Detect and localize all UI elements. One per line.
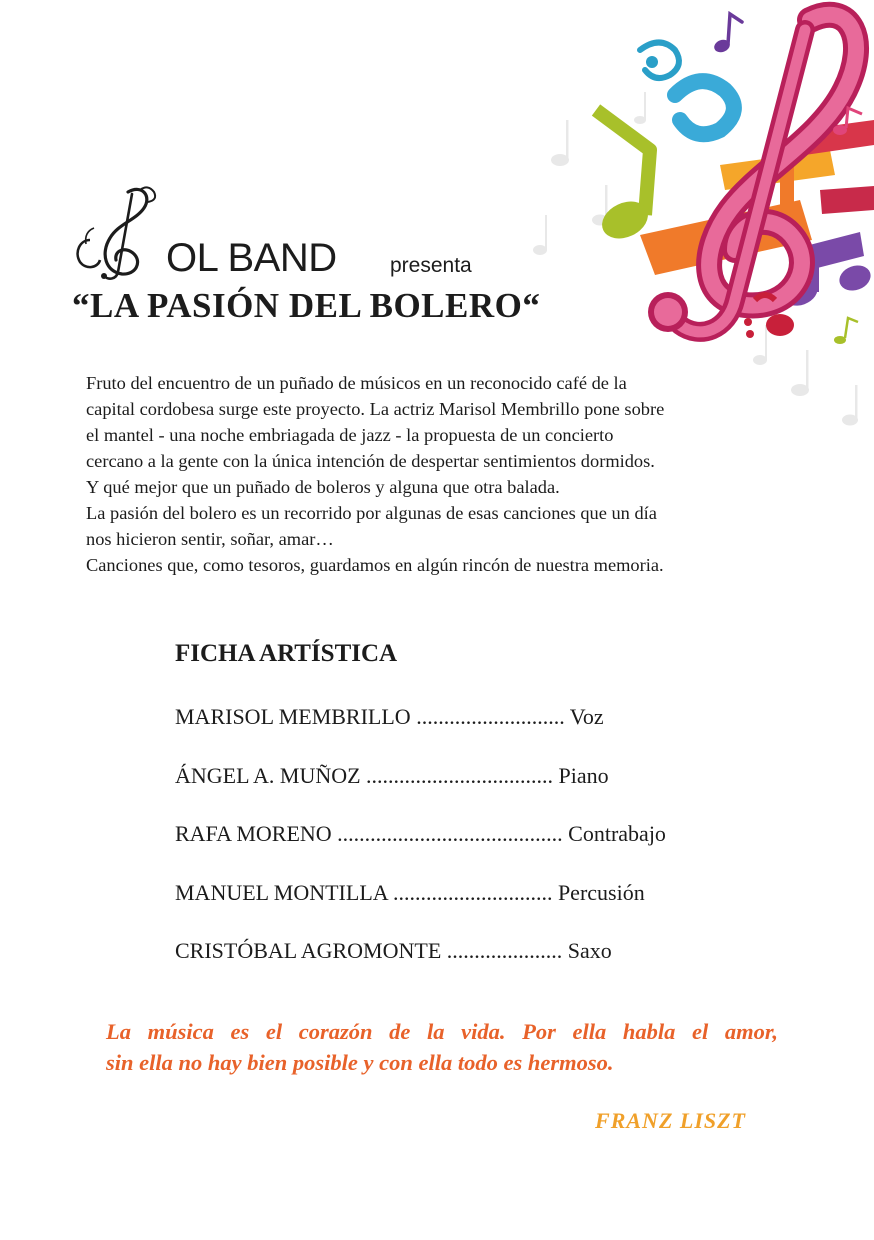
intro-line: capital cordobesa surge este proyecto. La actriz Marisol Membrillo pone sobre (86, 399, 665, 419)
intro-text (86, 370, 792, 578)
small-teal-clef-icon (640, 43, 679, 79)
quote-author: FRANZ LISZT (595, 1108, 746, 1133)
blue-note-icon (675, 81, 734, 134)
intro-line: Fruto del encuentro de un puñado de músicos en un reconocido café de la (86, 373, 627, 393)
quote-line: sin ella no hay bien posible y con ella todo es hermoso. (106, 1050, 614, 1075)
intro-line: Canciones que, como tesoros, guardamos en algún rincón de nuestra memoria. (86, 555, 664, 575)
cast-row: RAFA MORENO ......................................... Contrabajo (175, 821, 666, 846)
intro-line: cercano a la gente con la única intención de despertar sentimientos dormidos. (86, 451, 655, 471)
intro-line: el mantel - una noche embriagada de jazz - la propuesta de un concierto (86, 425, 614, 445)
show-title: “LA PASIÓN DEL BOLERO“ (72, 286, 541, 325)
intro-line: La pasión del bolero es un recorrido por algunas de esas canciones que un día (86, 503, 657, 523)
sol-clef-logo-icon (70, 180, 160, 280)
ficha-heading: FICHA ARTÍSTICA (175, 640, 398, 667)
cast-row: MARISOL MEMBRILLO ........................... Voz (175, 704, 604, 729)
cast-list (175, 704, 735, 997)
cast-row: MANUEL MONTILLA ............................. Percusión (175, 879, 645, 905)
small-purple-note-icon (712, 14, 742, 54)
cast-row: ÁNGEL A. MUÑOZ .................................. Piano (175, 762, 609, 788)
intro-line: nos hicieron sentir, soñar, amar… (86, 529, 334, 549)
green-note-icon (596, 110, 654, 246)
brand-header (70, 180, 490, 280)
brand-presenta: presenta (390, 254, 472, 277)
cast-row: CRISTÓBAL AGROMONTE ..................... Saxo (175, 938, 612, 963)
small-lime-note-icon (834, 318, 858, 344)
quote (106, 1016, 778, 1078)
brand-name: OL BAND (166, 236, 337, 280)
quote-line: La música es el corazón de la vida. Por ella habla el amor, (106, 1019, 778, 1044)
intro-line: Y qué mejor que un puñado de boleros y alguna que otra balada. (86, 477, 560, 497)
